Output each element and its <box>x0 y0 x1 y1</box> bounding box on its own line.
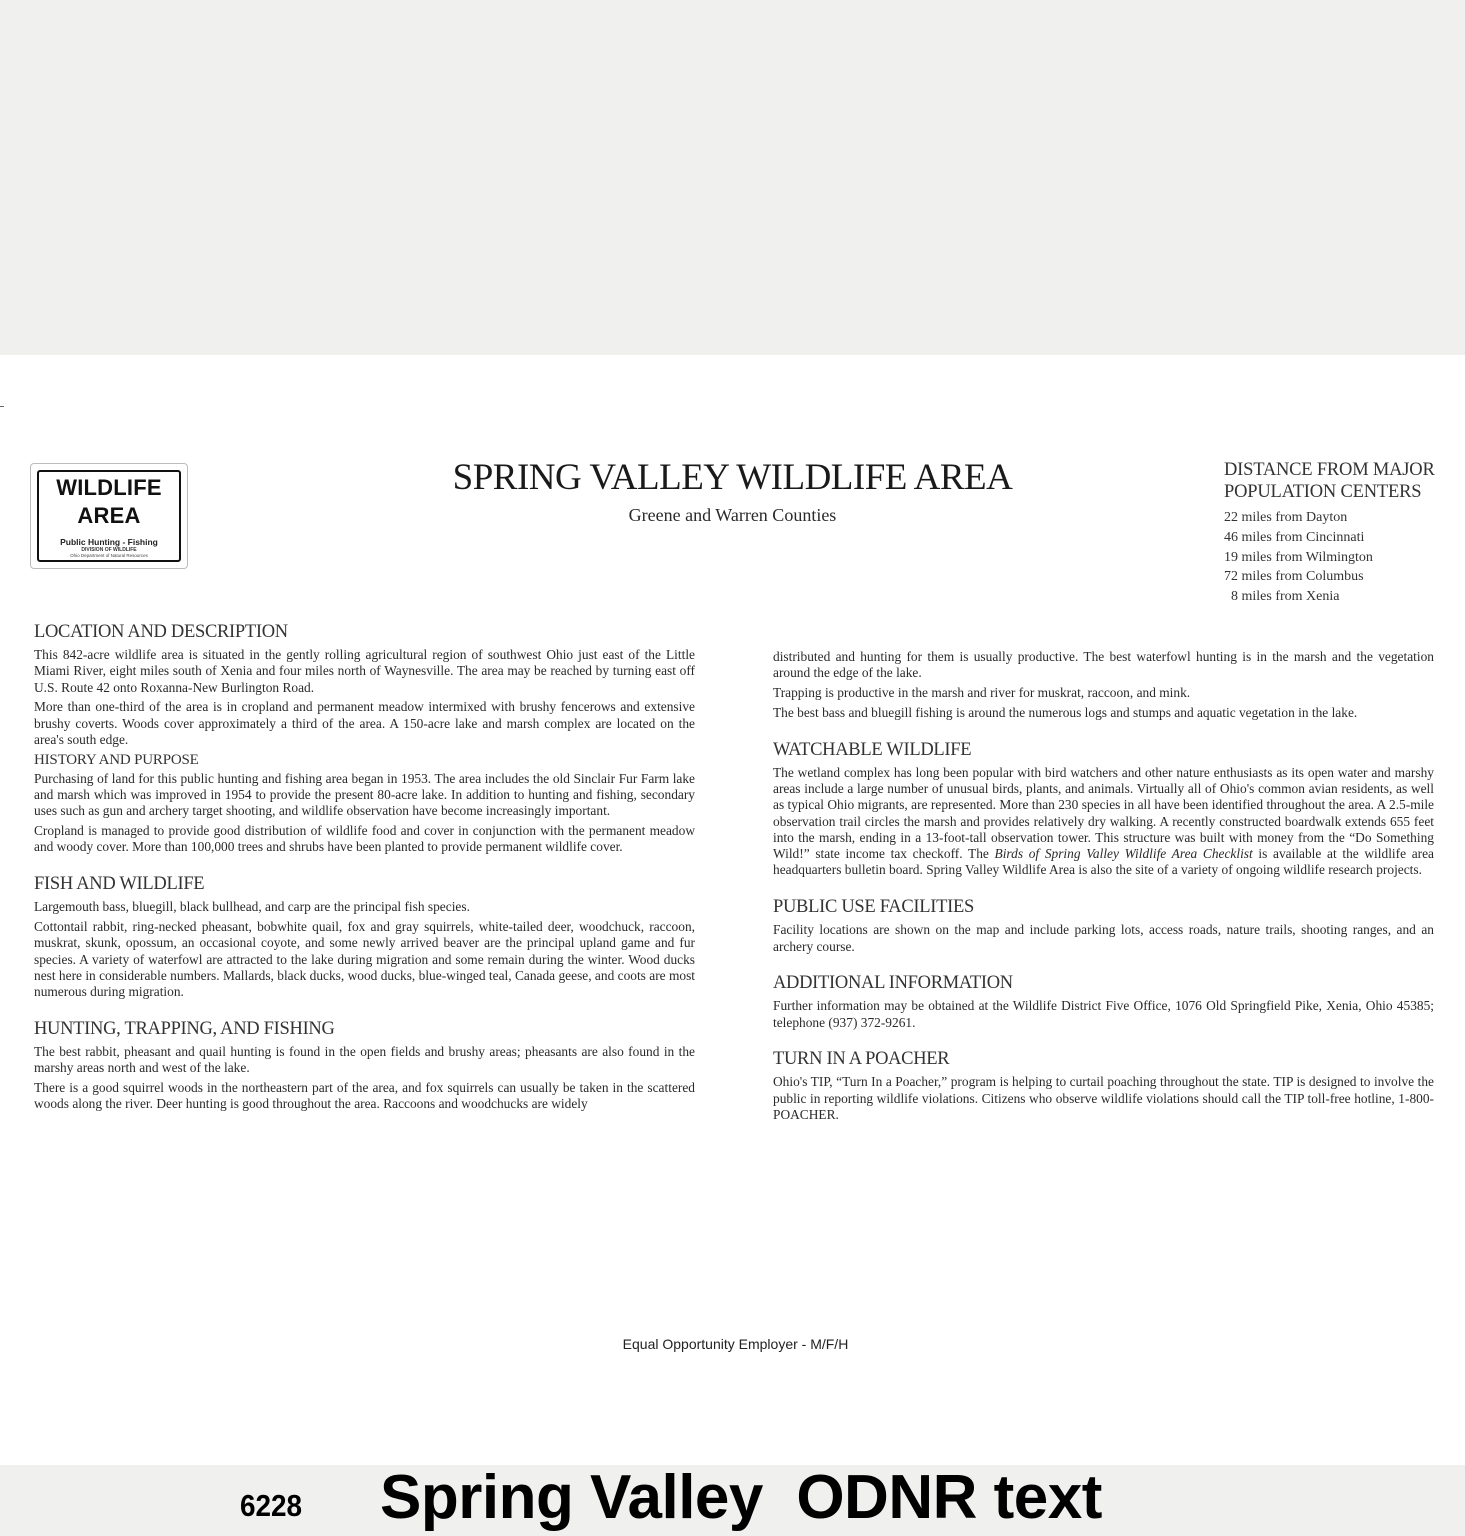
paragraph: More than one-third of the area is in cropland and permanent meadow intermixed with brushy fencerows and extensive brushy coverts. Woods cover approximately a third of the area. A 150-acre lake and marsh complex are located on the area's south edge. <box>34 699 695 747</box>
section-turn-in-a-poacher <box>773 1048 1434 1123</box>
paragraph: Further information may be obtained at the Wildlife District Five Office, 1076 Old Springfield Pike, Xenia, Ohio 45385; telephone (937) 372-9261. <box>773 998 1434 1030</box>
paragraph: The best bass and bluegill fishing is around the numerous logs and stumps and aquatic vegetation in the lake. <box>773 704 1358 720</box>
paragraph: distributed and hunting for them is usually productive. The best waterfowl hunting is in the marsh and the vegetation around the edge of the lake. <box>773 649 1434 681</box>
section-heading-history: HISTORY AND PURPOSE <box>34 751 199 768</box>
sign-department: Ohio Department of Natural Resources <box>70 553 148 558</box>
section-history <box>34 752 695 856</box>
section-fish-wildlife <box>34 873 695 1000</box>
sign-division: DIVISION OF WILDLIFE <box>81 547 137 553</box>
section-additional-information <box>773 972 1434 1031</box>
section-location <box>34 621 695 748</box>
caption-number: 6228 <box>240 1488 303 1523</box>
paragraph: This 842-acre wildlife area is situated in the gently rolling agricultural region of southwest Ohio just east of the Little Miami River, eight miles south of Xenia and four miles north of Waynesville. The area may be reached by turning east off U.S. Route 42 onto Roxanna-New Burlington Road. <box>34 647 695 695</box>
section-heading-poacher: TURN IN A POACHER <box>773 1049 950 1070</box>
paragraph: Trapping is productive in the marsh and river for muskrat, raccoon, and mink. <box>773 685 1191 701</box>
page-subtitle: Greene and Warren Counties <box>628 505 837 525</box>
watchable-text-before: The wetland complex has long been popular with bird watchers and other nature enthusiasts as its open water and marshy areas include a large number of unusual birds, plants, and animals. Virtually all of Ohio's common avian residents, as well as typical Ohio migrants, are represented. More than 230 species in all have been identified throughout the area. A 2.5-mile observation trail circles the marsh and provides relatively dry walking. A recently constructed boardwalk extends 655 feet into the marsh, ending in a 13-foot-tall observation tower. This structure was built with money from the “Do Something Wild!” state income tax checkoff. The <box>773 764 1434 862</box>
section-heading-fish-wildlife: FISH AND WILDLIFE <box>34 874 205 895</box>
section-hunting <box>34 1018 695 1113</box>
page-title: SPRING VALLEY WILDLIFE AREA <box>452 457 1013 498</box>
watchable-text-after: is available at the wildlife area headquarters bulletin board. Spring Valley Wildlife Area is also the site of a variety of ongoing wildlife research projects. <box>773 846 1435 878</box>
section-heading-watchable: WATCHABLE WILDLIFE <box>773 739 972 760</box>
paragraph: Cropland is managed to provide good distribution of wildlife food and cover in conjunction with the permanent meadow and woody cover. More than 100,000 trees and shrubs have been planted to provide permanent wildlife cover. <box>34 823 695 855</box>
sign-title-line1: WILDLIFE <box>56 475 162 500</box>
sign-border <box>37 470 181 562</box>
paragraph: The best rabbit, pheasant and quail hunting is found in the open fields and brushy areas; pheasants are also found in the marshy areas north and west of the lake. <box>34 1044 695 1076</box>
distance-item-cincinnati: 46 miles from Cincinnati <box>1224 529 1365 545</box>
section-hunting-continued <box>773 649 1434 721</box>
distance-from-population-centers <box>1224 459 1454 607</box>
distance-heading-line2: POPULATION CENTERS <box>1224 482 1422 502</box>
paragraph: Largemouth bass, bluegill, black bullhead, and carp are the principal fish species. <box>34 899 470 915</box>
right-column <box>773 649 1434 1127</box>
wildlife-area-sign-logo <box>30 463 188 569</box>
left-column <box>34 621 695 1116</box>
distance-item-dayton: 22 miles from Dayton <box>1224 510 1348 525</box>
paragraph: There is a good squirrel woods in the northeastern part of the area, and fox squirrels can usually be taken in the scattered woods along the river. Deer hunting is good throughout the area. Raccoons and woodchucks are widely <box>34 1080 695 1112</box>
distance-item-wilmington: 19 miles from Wilmington <box>1224 549 1373 565</box>
distance-item-columbus: 72 miles from Columbus <box>1224 569 1364 585</box>
section-heading-location: LOCATION AND DESCRIPTION <box>34 622 288 642</box>
section-watchable-wildlife <box>773 739 1434 879</box>
section-heading-hunting: HUNTING, TRAPPING, AND FISHING <box>34 1019 335 1040</box>
distance-item-xenia: 8 miles from Xenia <box>1224 589 1340 605</box>
paragraph: Facility locations are shown on the map and include parking lots, access roads, nature trails, shooting ranges, and an archery course. <box>773 922 1434 954</box>
section-public-use-facilities <box>773 896 1434 955</box>
top-gray-band <box>0 0 1465 355</box>
equal-opportunity-footer: Equal Opportunity Employer - M/F/H <box>622 1336 849 1352</box>
paragraph <box>773 765 1434 879</box>
checklist-title: Birds of Spring Valley Wildlife Area Checklist <box>994 846 1253 862</box>
paragraph: Purchasing of land for this public hunting and fishing area began in 1953. The area includes the old Sinclair Fur Farm lake and marsh which was improved in 1954 to provide the present 80-acre lake. In addition to hunting and fishing, secondary uses such as gun and archery target shooting, and wildlife observation have become increasingly important. <box>34 770 695 819</box>
title-block <box>440 458 1025 526</box>
sign-public-hunting-fishing: Public Hunting - Fishing <box>60 537 158 547</box>
distance-heading-line1: DISTANCE FROM MAJOR <box>1224 460 1435 480</box>
section-heading-facilities: PUBLIC USE FACILITIES <box>773 897 974 918</box>
caption-title: Spring Valley ODNR text <box>380 1463 1102 1532</box>
distance-list <box>1224 508 1454 607</box>
margin-mark <box>0 406 4 407</box>
paragraph: Ohio's TIP, “Turn In a Poacher,” program is helping to curtail poaching throughout the state. TIP is designed to involve the public in reporting wildlife violations. Citizens who observe wildlife violations should call the TIP toll-free hotline, 1-800-POACHER. <box>773 1074 1434 1123</box>
sign-title-line2: AREA <box>77 503 141 528</box>
section-heading-additional: ADDITIONAL INFORMATION <box>773 973 1013 994</box>
paragraph: Cottontail rabbit, ring-necked pheasant, bobwhite quail, fox and gray squirrels, white-tailed deer, woodchuck, raccoon, muskrat, skunk, opossum, an occasional coyote, and some newly arrived beaver are the principal upland game and fur species. A variety of waterfowl are attracted to the lake during migration and some remain during the winter. Wood ducks nest here in considerable numbers. Mallards, black ducks, wood ducks, blue-winged teal, Canada geese, and coots are most numerous during migration. <box>34 919 695 1000</box>
